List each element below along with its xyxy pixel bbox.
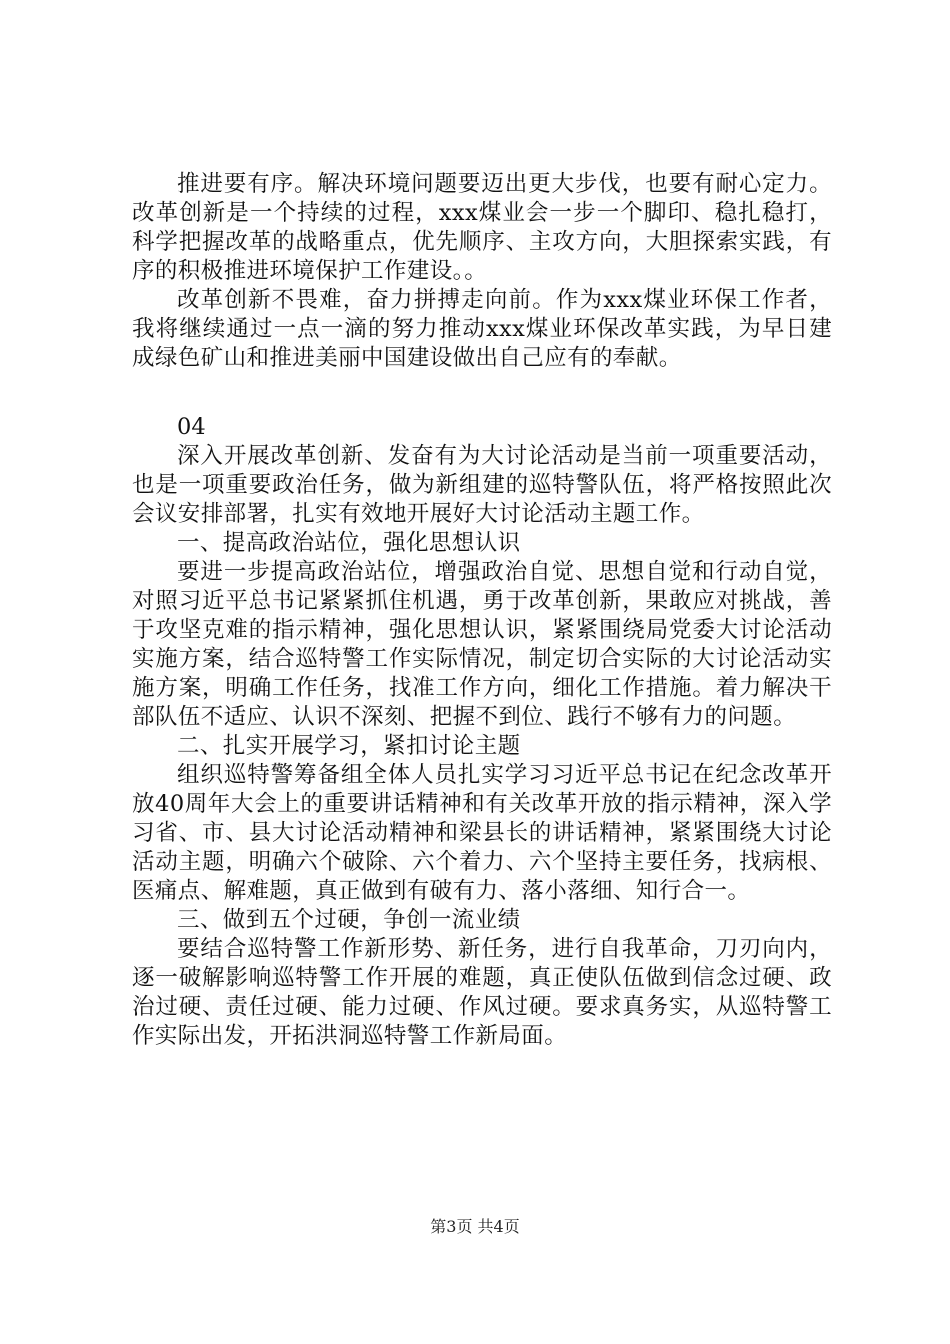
page-footer: 第3页 共4页: [430, 1217, 520, 1236]
heading-five-excellences: 三、做到五个过硬，争创一流业绩: [177, 907, 521, 933]
body-political-stance: 要进一步提高政治站位，增强政治自觉、思想自觉和行动自觉，对照习近平总书记紧紧抓住机遇，勇于改革创新，果敢应对挑战，善于攻坚克难的指示精神，强化思想认识，紧紧围绕局党委大讨论活动实施方案，结合巡特警工作实际情况，制定切合实际的大讨论活动实施方案，明确工作任务，找准工作方向，细化工作措施。着力解决干部队伍不适应、认识不深刻、把握不到位、践行不够有力的问题。: [132, 559, 832, 730]
body-five-excellences: 要结合巡特警工作新形势、新任务，进行自我革命，刀刃向内，逐一破解影响巡特警工作开展的难题，真正使队伍做到信念过硬、政治过硬、责任过硬、能力过硬、作风过硬。要求真务实，从巡特警工作实际出发，开拓洪洞巡特警工作新局面。: [132, 936, 832, 1049]
section-number: 04: [177, 414, 206, 440]
heading-study: 二、扎实开展学习，紧扣讨论主题: [177, 733, 521, 759]
paragraph-orderly-progress: 推进要有序。解决环境问题要迈出更大步伐，也要有耐心定力。改革创新是一个持续的过程，xxx煤业会一步一个脚印、稳扎稳打，科学把握改革的战略重点，优先顺序、主攻方向，大胆探索实践，有序的积极推进环境保护工作建设。。: [132, 171, 832, 284]
section-intro: 深入开展改革创新、发奋有为大讨论活动是当前一项重要活动，也是一项重要政治任务，做为新组建的巡特警队伍，将严格按照此次会议安排部署，扎实有效地开展好大讨论活动主题工作。: [132, 443, 832, 527]
body-study: 组织巡特警筹备组全体人员扎实学习习近平总书记在纪念改革开放40周年大会上的重要讲话精神和有关改革开放的指示精神，深入学习省、市、县大讨论活动精神和梁县长的讲话精神，紧紧围绕大讨论活动主题，明确六个破除、六个着力、六个坚持主要任务，找病根、医痛点、解难题，真正做到有破有力、落小落细、知行合一。: [132, 762, 832, 904]
heading-political-stance: 一、提高政治站位，强化思想认识: [177, 530, 521, 556]
document-body: [132, 170, 832, 1051]
paragraph-reform-innovation: 改革创新不畏难，奋力拼搏走向前。作为xxx煤业环保工作者，我将继续通过一点一滴的努力推动xxx煤业环保改革实践，为早日建成绿色矿山和推进美丽中国建设做出自己应有的奉献。: [132, 287, 832, 371]
